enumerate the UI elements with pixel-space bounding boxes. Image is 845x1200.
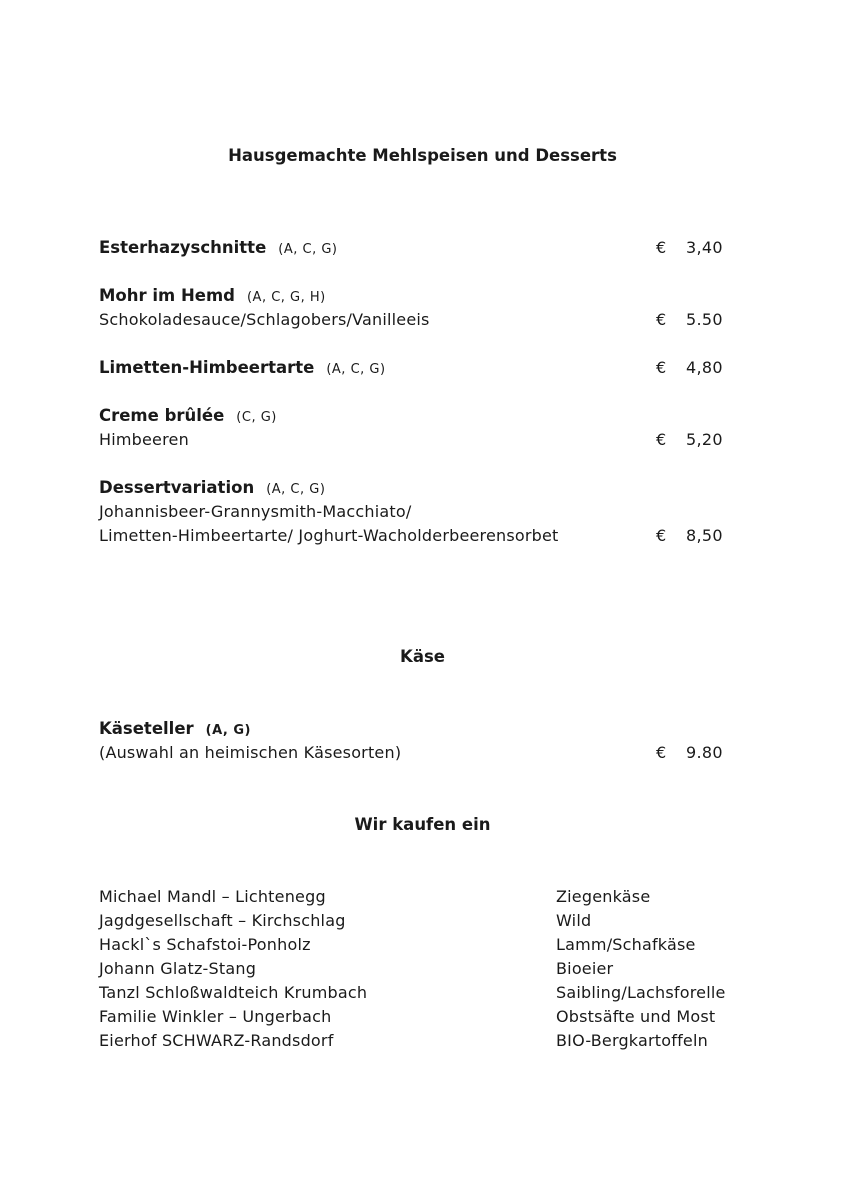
item-description: Limetten-Himbeertarte/ Joghurt-Wacholderbeerensorbet (99, 526, 559, 545)
item-allergens: (A, C, G) (278, 242, 338, 257)
menu-item-kaeseteller (99, 717, 251, 743)
item-price: 4,80 (686, 358, 723, 377)
item-price: 3,40 (686, 238, 723, 257)
item-description: Johannisbeer-Grannysmith-Macchiato/ (99, 502, 412, 521)
supplier-name: Tanzl Schloßwaldteich Krumbach (99, 983, 368, 1002)
supplier-name: Hackl`s Schafstoi-Ponholz (99, 935, 311, 954)
currency-symbol: € (656, 238, 667, 257)
menu-item-mohr-im-hemd (99, 284, 326, 310)
item-description: Himbeeren (99, 430, 189, 449)
supplier-product: Ziegenkäse (556, 887, 651, 906)
item-allergens: (A, G) (205, 723, 251, 738)
item-name: Mohr im Hemd (99, 286, 235, 305)
supplier-product: Saibling/Lachsforelle (556, 983, 726, 1002)
item-allergens: (C, G) (236, 410, 277, 425)
item-price: 9.80 (686, 743, 723, 762)
supplier-name: Jagdgesellschaft – Kirchschlag (99, 911, 346, 930)
supplier-product: Obstsäfte und Most (556, 1007, 716, 1026)
item-name: Creme brûlée (99, 406, 225, 425)
item-description: (Auswahl an heimischen Käsesorten) (99, 743, 402, 762)
supplier-name: Familie Winkler – Ungerbach (99, 1007, 332, 1026)
supplier-product: Lamm/Schafkäse (556, 935, 696, 954)
currency-symbol: € (656, 526, 667, 545)
menu-item-limetten-himbeertarte (99, 356, 386, 382)
supplier-name: Johann Glatz-Stang (99, 959, 257, 978)
currency-symbol: € (656, 743, 667, 762)
suppliers-heading: Wir kaufen ein (354, 815, 491, 834)
supplier-name: Eierhof SCHWARZ-Randsdorf (99, 1031, 334, 1050)
menu-item-esterhazyschnitte (99, 236, 337, 262)
item-name: Esterhazyschnitte (99, 238, 267, 257)
desserts-heading: Hausgemachte Mehlspeisen und Desserts (228, 146, 617, 165)
item-name: Käseteller (99, 719, 194, 738)
item-price: 5.50 (686, 310, 723, 329)
item-name: Limetten-Himbeertarte (99, 358, 315, 377)
currency-symbol: € (656, 358, 667, 377)
currency-symbol: € (656, 310, 667, 329)
item-name: Dessertvariation (99, 478, 255, 497)
item-allergens: (A, C, G) (266, 482, 326, 497)
menu-item-creme-brulee (99, 404, 277, 430)
item-description: Schokoladesauce/Schlagobers/Vanilleeis (99, 310, 430, 329)
item-allergens: (A, C, G, H) (246, 290, 326, 305)
supplier-name: Michael Mandl – Lichtenegg (99, 887, 326, 906)
item-price: 8,50 (686, 526, 723, 545)
cheese-heading: Käse (400, 647, 445, 666)
item-allergens: (A, C, G) (326, 362, 386, 377)
supplier-product: Bioeier (556, 959, 614, 978)
menu-item-dessertvariation (99, 476, 325, 502)
supplier-product: Wild (556, 911, 592, 930)
item-price: 5,20 (686, 430, 723, 449)
currency-symbol: € (656, 430, 667, 449)
supplier-product: BIO-Bergkartoffeln (556, 1031, 708, 1050)
